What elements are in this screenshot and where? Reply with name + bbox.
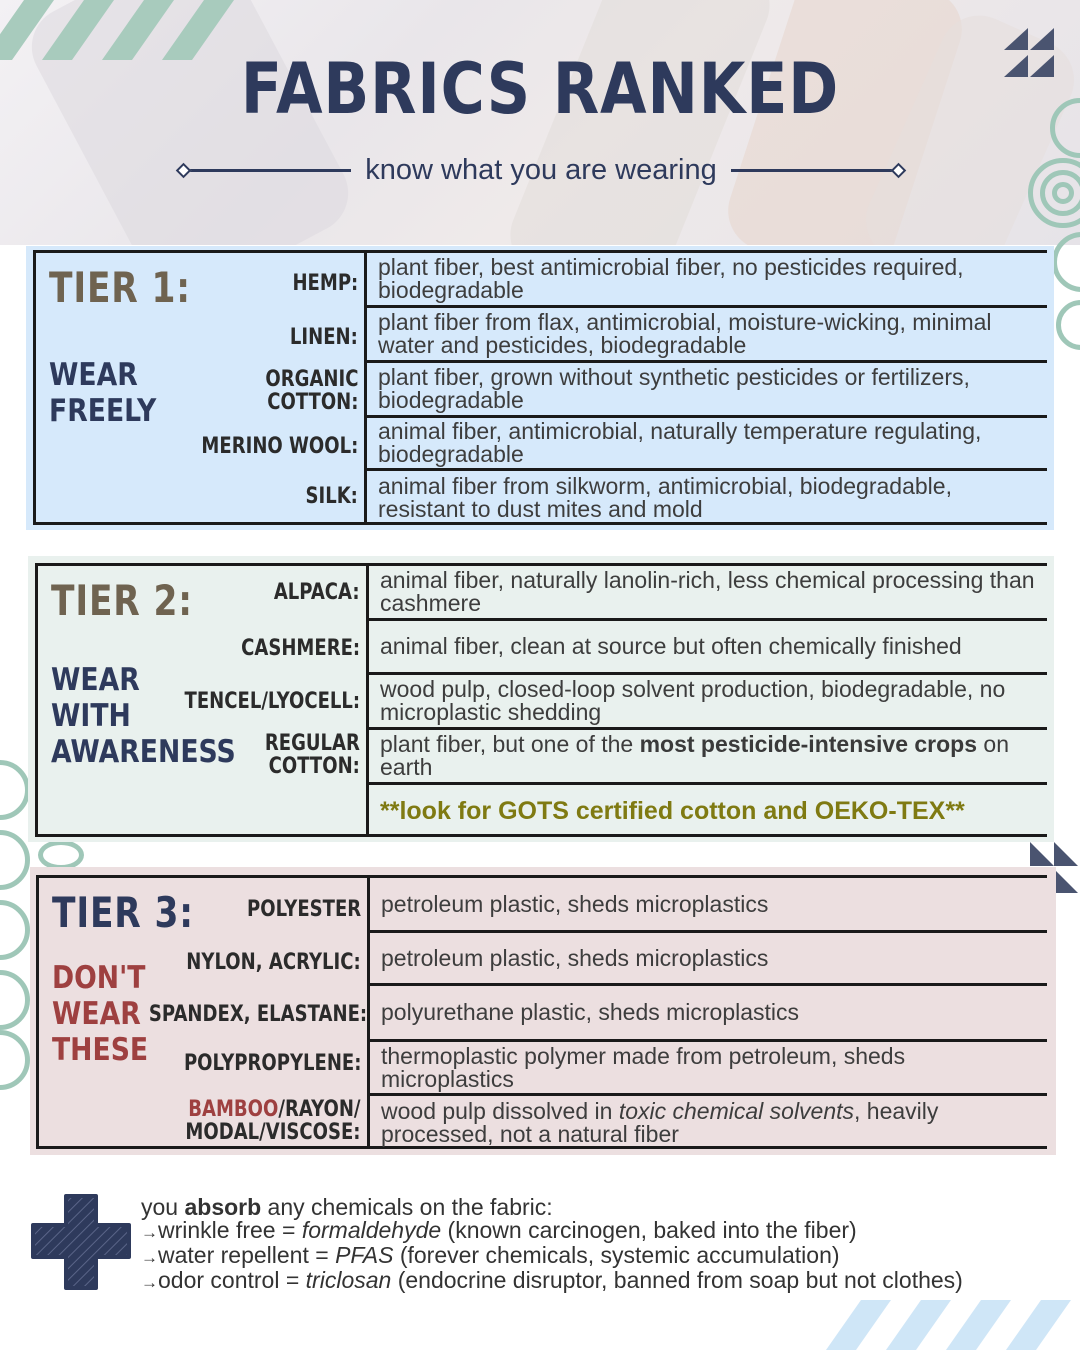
fabric-label-tencel: TENCEL/LYOCELL: [184,689,360,714]
tier-1-label: TIER 1: [49,263,191,312]
fabric-label-rayon-modal: /RAYON/ MODAL/VISCOSE: [185,1097,361,1145]
arrow-icon: → [141,1248,158,1267]
fabric-label-spandex-elastane: SPANDEX, ELASTANE: [148,1002,367,1027]
table-row [367,418,1047,471]
item-part: (known carcinogen, baked into the fiber) [441,1217,857,1243]
tier-3-label: TIER 3: [52,888,194,937]
divider-right [731,169,904,172]
subtitle-row [178,150,904,190]
fabric-description: petroleum plastic, sheds microplastics [381,944,769,971]
tier-1-rows [367,253,1047,522]
fabric-description [380,733,1041,779]
table-row [369,730,1047,785]
item-part: (endocrine disruptor, banned from soap but not clothes) [391,1267,963,1293]
fabric-description: animal fiber, naturally lanolin-rich, less chemical processing than cashmere [380,567,1035,616]
divider-left [178,169,351,172]
swirl-decoration [1056,300,1080,350]
tier-3-subtitle: DON'T WEAR THESE [52,960,149,1068]
fabric-description: polyurethane plastic, sheds microplastics [381,999,800,1025]
fabric-label-polypropylene: POLYPROPYLENE: [183,1051,361,1076]
tier-3-left-column [39,878,370,1146]
desc-part: , heavily processed, not a natural fiber [381,1097,939,1147]
desc-part: plant fiber, but one of the [380,731,640,757]
desc-emphasis: most pesticide-intensive crops [639,731,978,757]
chemical-name: formaldehyde [301,1217,442,1243]
decor-stripe [879,1300,951,1350]
fabric-description: plant fiber from flax, antimicrobial, moisture-wicking, minimal water and pesticides, biodegradable [378,309,992,358]
fabric-label-hemp: HEMP: [292,271,358,296]
fabric-description: wood pulp, closed-loop solvent production, biodegradable, no microplastic shedding [380,676,1006,725]
fabric-description: animal fiber, clean at source but often chemically finished [380,633,962,659]
tier-2-subtitle: WEAR WITH AWARENESS [51,662,236,770]
table-row [369,621,1047,675]
fabric-label-regular-cotton: REGULAR COTTON: [264,731,360,779]
item-part: wrinkle free = [158,1217,302,1243]
fabric-label-merino-wool: MERINO WOOL: [201,434,358,459]
item-part: (forever chemicals, systemic accumulation) [393,1242,840,1268]
fabric-label-bamboo-rayon [186,1098,361,1144]
table-row [367,471,1047,525]
decor-stripe [819,1300,891,1350]
warning-item [141,1219,963,1244]
intro-part: you [141,1194,185,1220]
tier-2-left-column [38,566,369,834]
table-row [370,878,1047,933]
fabric-label-polyester: POLYESTER [246,897,361,922]
table-row [367,308,1047,363]
arrow-icon: → [141,1223,158,1242]
warning-item [141,1269,963,1294]
fabric-label-nylon-acrylic: NYLON, ACRYLIC: [186,950,361,975]
tier-3-table [36,875,1047,1149]
fabric-description: animal fiber from silkworm, antimicrobial, biodegradable, resistant to dust mites and mold [378,473,952,522]
fabric-description [381,1097,1041,1147]
swirl-decoration [0,970,30,1030]
fabric-label-cashmere: CASHMERE: [240,636,360,661]
tier-1-left-column [36,253,367,522]
fabric-label-linen: LINEN: [290,325,358,350]
tier-3-rows [370,878,1047,1146]
decor-stripe [939,1300,1011,1350]
tier-2-rows [369,566,1047,834]
chemical-name: triclosan [305,1267,392,1293]
swirl-decoration [0,760,30,820]
warning-intro [141,1196,963,1219]
table-row [369,785,1047,837]
double-triangle-icon [1004,28,1056,78]
tier-1-table [33,250,1047,525]
plus-cross-icon [30,1193,132,1291]
fabric-label-bamboo: BAMBOO [188,1097,279,1122]
item-part: odor control = [158,1267,306,1293]
fabric-label-silk: SILK: [305,484,358,509]
table-row [370,933,1047,986]
tier-2-label: TIER 2: [51,576,193,625]
intro-emphasis: absorb [184,1194,262,1220]
table-row [367,363,1047,418]
fabric-description: animal fiber, antimicrobial, naturally temperature regulating, biodegradable [378,418,982,467]
chemical-name: PFAS [335,1242,394,1268]
table-row [369,566,1047,621]
warning-item [141,1244,963,1269]
swirl-decoration [1052,182,1074,204]
tier-1-subtitle: WEAR FREELY [49,357,157,429]
item-part: water repellent = [158,1242,336,1268]
desc-emphasis: toxic chemical solvents [618,1097,855,1124]
table-row [370,986,1047,1042]
fabric-label-alpaca: ALPACA: [274,580,360,605]
fabric-description: petroleum plastic, sheds microplastics [381,890,769,917]
desc-part: on earth [380,731,1010,780]
fabric-label-organic-cotton: ORGANIC COTTON: [264,367,358,415]
chemical-warning [141,1196,963,1294]
decor-stripe [999,1300,1071,1350]
desc-part: wood pulp dissolved in [381,1097,619,1124]
swirl-decoration [0,1030,30,1090]
fabric-description: thermoplastic polymer made from petroleum, sheds microplastics [381,1042,906,1092]
fabric-description: plant fiber, grown without synthetic pesticides or fertilizers, biodegradable [378,364,970,413]
certification-note: **look for GOTS certified cotton and OEKO-TEX** [380,796,965,825]
page-title: FABRICS RANKED [240,48,840,130]
swirl-decoration [0,830,30,890]
table-row [369,675,1047,730]
intro-part: any chemicals on the fabric: [261,1194,553,1220]
table-row [370,1042,1047,1096]
tier-2-table [35,563,1047,837]
table-row [367,253,1047,308]
swirl-decoration [0,900,30,960]
page-subtitle: know what you are wearing [365,153,717,186]
table-row [370,1096,1047,1149]
swirl-decoration [38,840,84,870]
fabric-description: plant fiber, best antimicrobial fiber, no pesticides required, biodegradable [378,254,964,303]
arrow-icon: → [141,1273,158,1292]
